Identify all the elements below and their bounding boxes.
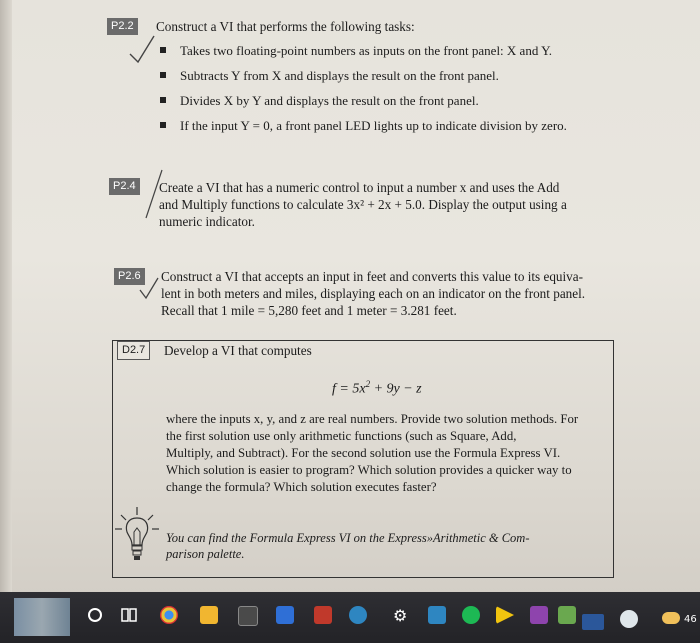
p2-6-line: lent in both meters and miles, displaying each on an indicator on the front panel. <box>161 286 586 301</box>
note-line: You can find the Formula Express VI on the Express»Arithmetic & Com- <box>166 531 530 545</box>
clock: 46 <box>684 614 697 625</box>
word-icon[interactable] <box>582 614 604 630</box>
bullet-icon <box>160 122 166 128</box>
problem-badge-p2-6: P2.6 <box>114 268 145 285</box>
d2-7-note <box>166 530 596 562</box>
app-icon[interactable] <box>349 606 367 624</box>
problem-badge-p2-2: P2.2 <box>107 18 138 35</box>
bullet-icon <box>160 97 166 103</box>
cloud-icon[interactable] <box>662 612 680 624</box>
store-icon[interactable] <box>558 606 576 624</box>
page-shadow-edge <box>0 0 12 592</box>
p2-4-line: and Multiply functions to calculate 3x² + 2x + 5.0. Display the output using a <box>159 197 567 212</box>
problem-badge-d2-7: D2.7 <box>117 341 150 360</box>
p2-6-line: Recall that 1 mile = 5,280 feet and 1 meter = 3.281 feet. <box>161 303 457 318</box>
lightbulb-icon <box>113 505 161 567</box>
task-view-icon[interactable] <box>120 606 138 624</box>
calendar-icon[interactable] <box>238 606 258 626</box>
check-mark-icon <box>138 276 162 304</box>
p2-4-line: Create a VI that has a numeric control to input a number x and uses the Add <box>159 180 560 195</box>
d2-7-line: Which solution is easier to program? Which solution provides a quicker way to <box>166 463 572 477</box>
dropbox-icon[interactable] <box>276 606 294 624</box>
start-icon[interactable] <box>14 598 70 636</box>
p2-2-bullet: Subtracts Y from X and displays the result on the front panel. <box>160 68 499 84</box>
help-icon[interactable] <box>620 610 638 628</box>
search-icon[interactable] <box>86 606 104 624</box>
spotify-icon[interactable] <box>462 606 480 624</box>
d2-7-line: Multiply, and Subtract). For the second solution use the Formula Express VI. <box>166 446 561 460</box>
files-icon[interactable] <box>200 606 218 624</box>
link-icon[interactable] <box>428 606 446 624</box>
note-line: parison palette. <box>166 547 245 561</box>
p2-6-line: Construct a VI that accepts an input in feet and converts this value to its equiva- <box>161 269 584 284</box>
taskbar <box>0 592 700 643</box>
p2-2-heading: Construct a VI that performs the following tasks: <box>156 19 415 34</box>
bullet-icon <box>160 47 166 53</box>
p2-2-bullet: Takes two floating-point numbers as inputs on the front panel: X and Y. <box>160 43 552 59</box>
mail-icon[interactable] <box>314 606 332 624</box>
d2-7-formula: $f = 5x^2 + 9y - z$ <box>332 379 422 397</box>
p2-2-bullet: If the input Y = 0, a front panel LED lights up to indicate division by zero. <box>160 118 567 134</box>
d2-7-line: change the formula? Which solution executes faster? <box>166 480 437 494</box>
bullet-icon <box>160 72 166 78</box>
problem-badge-p2-4: P2.4 <box>109 178 140 195</box>
d2-7-line: where the inputs x, y, and z are real numbers. Provide two solution methods. For <box>166 412 579 426</box>
p2-2-bullet: Divides X by Y and displays the result on the front panel. <box>160 93 479 109</box>
d2-7-line: the first solution use only arithmetic functions (such as Square, Add, <box>166 429 517 443</box>
chrome-icon[interactable] <box>160 606 178 624</box>
p2-4-line: numeric indicator. <box>159 214 255 229</box>
steam-icon[interactable]: ⚙ <box>393 606 408 625</box>
check-mark-icon <box>128 34 158 68</box>
player-icon[interactable] <box>530 606 548 624</box>
d2-7-heading: Develop a VI that computes <box>164 343 312 358</box>
media-icon[interactable] <box>496 606 514 624</box>
